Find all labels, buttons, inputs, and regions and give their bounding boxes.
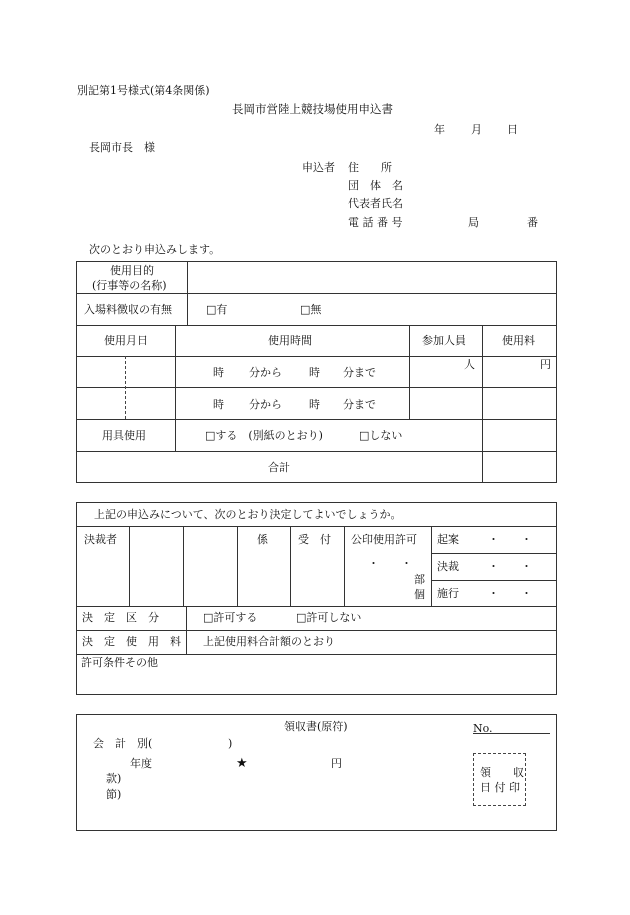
purpose-input[interactable] (188, 262, 556, 293)
total-label: 合計 (268, 461, 290, 474)
addressee: 長岡市長 様 (89, 141, 155, 154)
stamp-line-2: 日 付 印 (480, 781, 520, 794)
account-close: ) (228, 737, 233, 750)
hour-from-1: 時 (213, 366, 224, 379)
kian-date-dots: ・ ・ (488, 533, 532, 546)
equipment-yes-checkbox[interactable]: □する (別紙のとおり) (205, 429, 323, 442)
form-number: 別記第1号様式(第4条関係) (77, 84, 210, 97)
hour-to-1: 時 (309, 366, 320, 379)
page-title: 長岡市営陸上競技場使用申込書 (232, 102, 393, 116)
intro-text: 次のとおり申込みします。 (89, 243, 221, 256)
min-to-1: 分まで (343, 366, 376, 379)
receipt-no-label: No. (473, 722, 493, 735)
col-kakari: 係 (257, 533, 268, 546)
fee-yes-checkbox[interactable]: □有 (206, 303, 228, 316)
hour-to-2: 時 (309, 398, 320, 411)
star-icon: ★ (236, 756, 248, 771)
kessai-label: 決裁 (437, 560, 459, 573)
col-usage-date: 使用月日 (104, 334, 148, 347)
phone-number: 番 (527, 216, 538, 229)
equipment-label: 用具使用 (102, 429, 146, 442)
unit-yen: 円 (540, 358, 551, 371)
col-decider: 決裁者 (84, 533, 117, 546)
fiscal-year-label: 年度 (130, 757, 152, 770)
col-usage-time: 使用時間 (268, 334, 312, 347)
min-from-1: 分から (249, 366, 282, 379)
setsu-label: 節) (106, 788, 122, 801)
permit-checkbox[interactable]: □許可する (203, 611, 258, 624)
col-uketsuke: 受 付 (298, 533, 331, 546)
equipment-no-checkbox[interactable]: □しない (359, 429, 403, 442)
col-public-seal: 公印使用許可 (351, 533, 417, 546)
receipt-title: 領収書(原符) (284, 720, 348, 733)
decision-question: 上記の申込みについて、次のとおり決定してよいでしょうか。 (94, 508, 402, 521)
date-year: 年 (434, 123, 445, 136)
seal-busu: 部 (414, 573, 425, 586)
kessai-date-dots: ・ ・ (488, 560, 532, 573)
date-day: 日 (507, 123, 518, 136)
kan-label: 款) (106, 772, 122, 785)
min-from-2: 分から (249, 398, 282, 411)
hour-from-2: 時 (213, 398, 224, 411)
representative-label: 代表者氏名 (348, 197, 403, 210)
not-permit-checkbox[interactable]: □許可しない (296, 611, 362, 624)
date-month: 月 (471, 123, 482, 136)
decision-category-label: 決 定 区 分 (82, 611, 159, 624)
seal-ko: 個 (414, 588, 425, 601)
phone-exchange: 局 (468, 216, 479, 229)
shiko-label: 施行 (437, 587, 459, 600)
decided-fee-text: 上記使用料合計額のとおり (203, 635, 335, 648)
purpose-label: 使用目的 (110, 264, 154, 277)
conditions-label: 許可条件その他 (81, 656, 158, 669)
shiko-date-dots: ・ ・ (488, 587, 532, 600)
phone-label: 電 話 番 号 (348, 216, 403, 229)
fee-collection-label: 入場料徴収の有無 (84, 303, 172, 316)
receipt-date-stamp (473, 753, 526, 806)
stamp-line-1: 領 収 (480, 766, 524, 779)
col-usage-fee: 使用料 (502, 334, 535, 347)
applicant-label: 申込者 (302, 161, 335, 174)
fee-no-checkbox[interactable]: □無 (300, 303, 322, 316)
purpose-sublabel: (行事等の名称) (92, 279, 167, 292)
unit-people: 人 (464, 358, 475, 371)
account-label: 会 計 別( (93, 737, 153, 750)
decided-fee-label: 決 定 使 用 料 (82, 635, 181, 648)
receipt-yen: 円 (331, 757, 342, 770)
col-participants: 参加人員 (422, 334, 466, 347)
kian-label: 起案 (437, 533, 459, 546)
group-name-label: 団 体 名 (348, 179, 403, 192)
address-label: 住 所 (348, 161, 392, 174)
seal-date-dots: ・ ・ (368, 557, 412, 570)
min-to-2: 分まで (343, 398, 376, 411)
